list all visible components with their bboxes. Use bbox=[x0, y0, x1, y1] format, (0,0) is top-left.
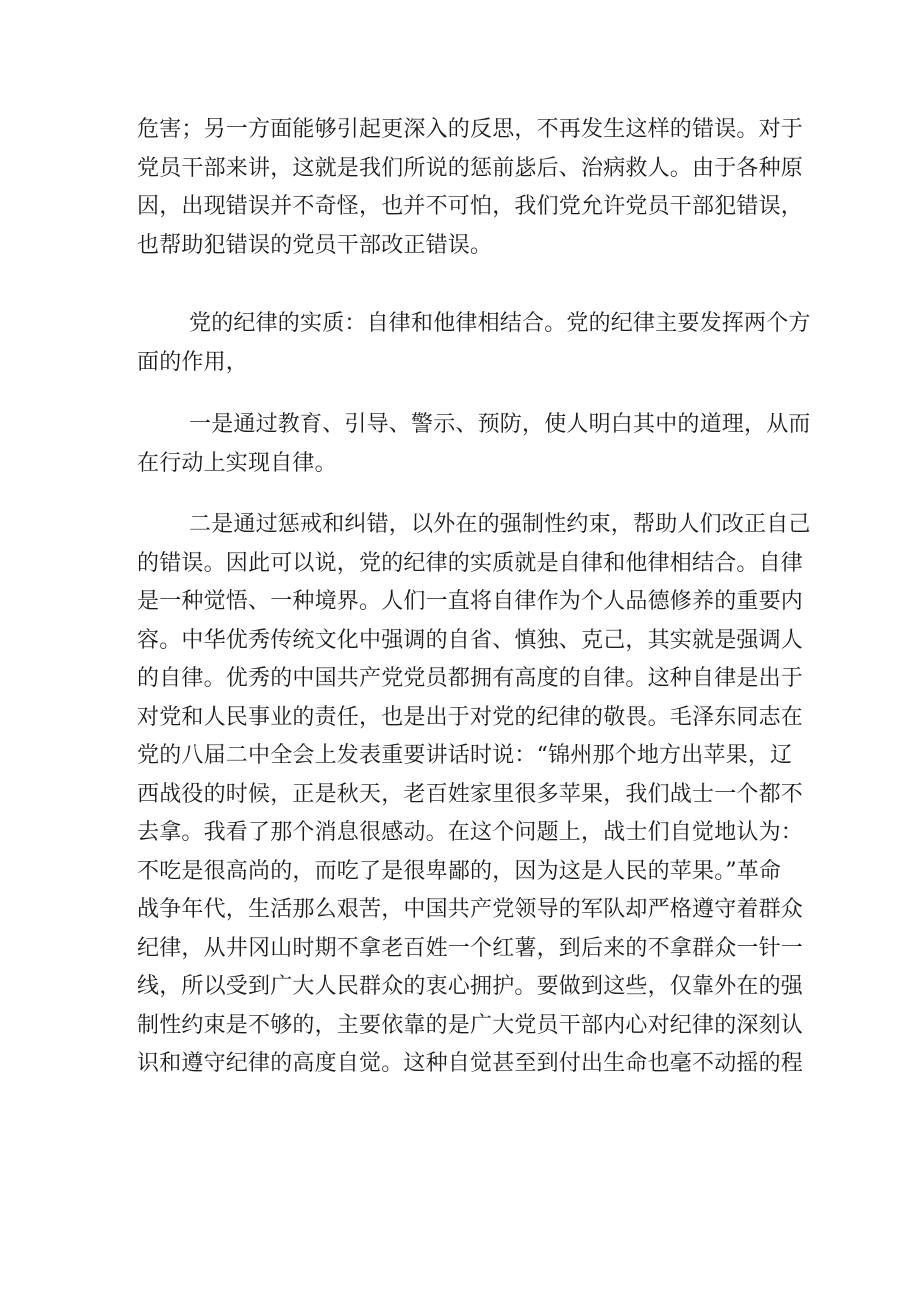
paragraph-line: 因，出现错误并不奇怪，也并不可怕，我们党允许党员干部犯错误， bbox=[137, 194, 804, 219]
paragraph-2 bbox=[137, 305, 811, 382]
paragraph-line: 西战役的时候，正是秋天，老百姓家里很多苹果，我们战士一个都不 bbox=[137, 781, 804, 807]
paragraph-line: 面的作用， bbox=[137, 349, 249, 375]
paragraph-line: 线，所以受到广大人民群众的衷心拥护。要做到这些，仅靠外在的强 bbox=[137, 974, 804, 999]
paragraph-line: 纪律，从井冈山时期不拿老百姓一个红薯，到后来的不拿群众一针一 bbox=[137, 935, 804, 961]
paragraph-line: 也帮助犯错误的党员干部改正错误。 bbox=[137, 232, 493, 258]
paragraph-3 bbox=[137, 406, 811, 483]
paragraph-line: 制性约束是不够的，主要依靠的是广大党员干部内心对纪律的深刻认 bbox=[137, 1012, 804, 1038]
paragraph-line: 的错误。因此可以说，党的纪律的实质就是自律和他律相结合。自律 bbox=[137, 550, 804, 576]
paragraph-line: 党员干部来讲，这就是我们所说的惩前毖后、治病救人。由于各种原 bbox=[137, 155, 804, 181]
paragraph-line: 战争年代，生活那么艰苦，中国共产党领导的军队却严格遵守着群众 bbox=[137, 897, 804, 922]
paragraph-line: 危害；另一方面能够引起更深入的反思，不再发生这样的错误。对于 bbox=[137, 117, 804, 142]
paragraph-1 bbox=[137, 111, 804, 265]
paragraph-line: 是一种觉悟、一种境界。人们一直将自律作为个人品德修养的重要内 bbox=[137, 589, 804, 614]
paragraph-line bbox=[137, 1084, 797, 1123]
paragraph-4 bbox=[137, 506, 811, 1122]
paragraph-line: 容。中华优秀传统文化中强调的自省、慎独、克己，其实就是强调人 bbox=[137, 627, 804, 653]
paragraph-line: 在行动上实现自律。 bbox=[137, 450, 337, 476]
paragraph-line: 党的八届二中全会上发表重要讲话时说：“锦州那个地方出苹果，辽 bbox=[137, 743, 793, 768]
paragraph-line: 二是通过惩戒和纠错，以外在的强制性约束，帮助人们改正自己 bbox=[189, 512, 811, 537]
paragraph-line: 对党和人民事业的责任，也是出于对党的纪律的敬畏。毛泽东同志在 bbox=[137, 704, 804, 730]
paragraph-line: 不吃是很高尚的，而吃了是很卑鄙的，因为这是人民的苹果。”革命 bbox=[137, 858, 782, 884]
paragraph-line: 去拿。我看了那个消息很感动。在这个问题上，战士们自觉地认为： bbox=[137, 820, 804, 845]
paragraph-line: 识和遵守纪律的高度自觉。这种自觉甚至到付出生命也毫不动摇的程 bbox=[137, 1051, 804, 1076]
paragraph-line: 党的纪律的实质：自律和他律相结合。党的纪律主要发挥两个方 bbox=[189, 311, 811, 336]
paragraph-line: 的自律。优秀的中国共产党党员都拥有高度的自律。这种自律是出于 bbox=[137, 666, 804, 691]
paragraph-line: 一是通过教育、引导、警示、预防，使人明白其中的道理，从而 bbox=[189, 412, 811, 437]
